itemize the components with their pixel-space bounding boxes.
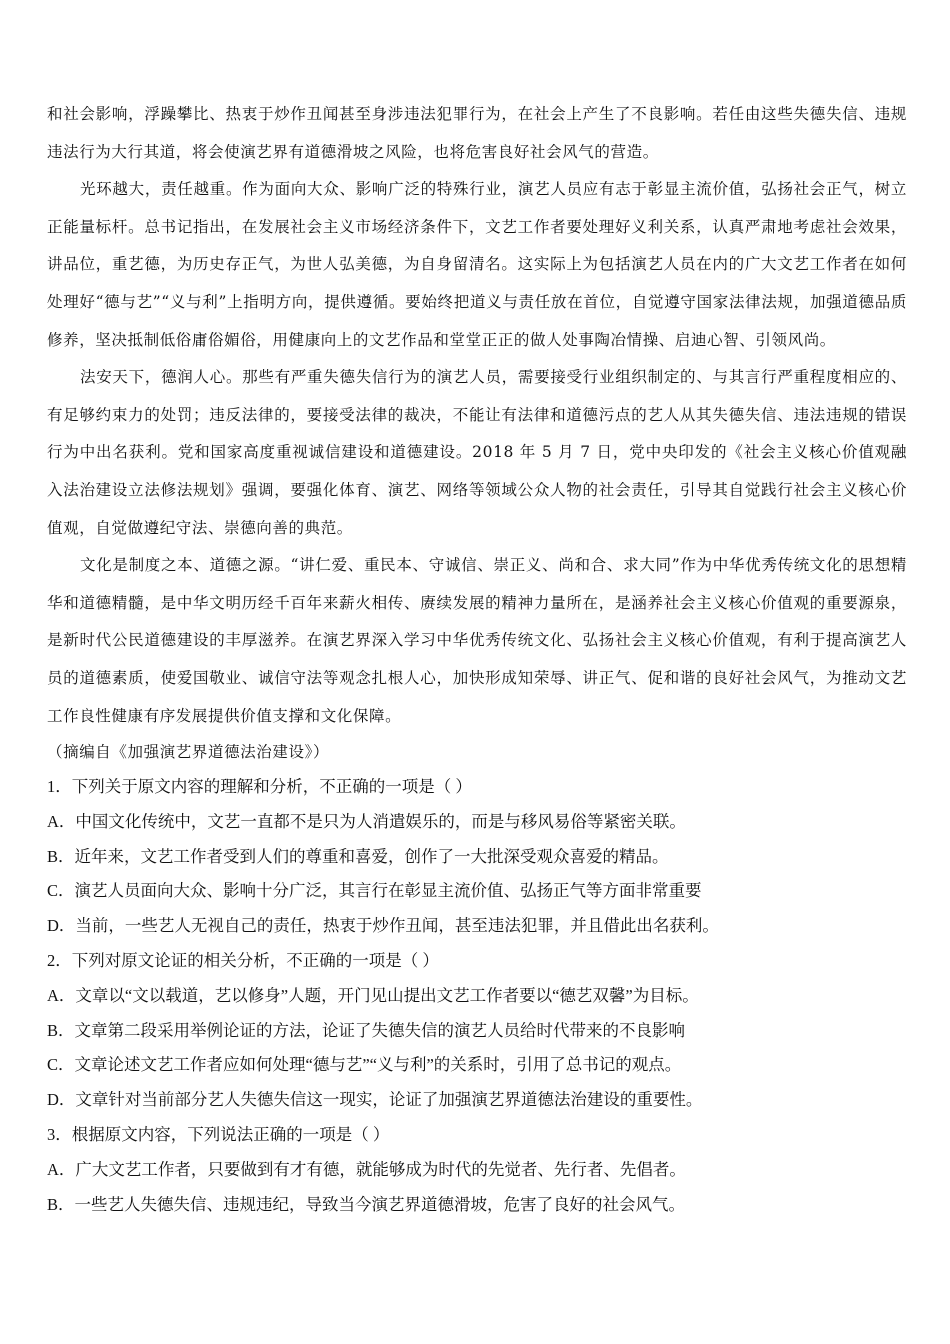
passage-source: （摘编自《加强演艺界道德法治建设》） bbox=[47, 743, 330, 762]
question-stem: 3．根据原文内容，下列说法正确的一项是（ ） bbox=[47, 1125, 390, 1145]
question-option-c: C．文章论述文艺工作者应如何处理“德与艺”“义与利”的关系时，引用了总书记的观点。 bbox=[47, 1055, 682, 1075]
question-option-d: D．文章针对当前部分艺人失德失信这一现实，论证了加强演艺界道德法治建设的重要性。 bbox=[47, 1090, 703, 1110]
question-option-a: A．广大文艺工作者，只要做到有才有德，就能够成为时代的先觉者、先行者、先倡者。 bbox=[47, 1159, 686, 1179]
passage-paragraph-3: 法安天下，德润人心。那些有严重失德失信行为的演艺人员，需要接受行业组织制定的、与其言行严重程度相应的、有足够约束力的处罚；违反法律的，要接受法律的裁决，不能让有法律和道德污点的艺人从其失德失信、违法违规的错误行为中出名获利。党和国家高度重视诚信建设和道德建设。2018 年 5 月 7 日，党中央印发的《社会主义核心价值观融入法治建设立法修法规划》强调，要强化体育、演艺、网络等领域公众人物的社会责任，引导其自觉践行社会主义核心价值观，自觉做遵纪守法、崇德向善的典范。 bbox=[47, 368, 907, 537]
question-stem: 1．下列关于原文内容的理解和分析，不正确的一项是（ ） bbox=[47, 777, 472, 797]
question-option-c: C．演艺人员面向大众、影响十分广泛，其言行在彰显主流价值、弘扬正气等方面非常重要 bbox=[47, 881, 702, 901]
question-option-a: A．中国文化传统中，文艺一直都不是只为人消遣娱乐的，而是与移风易俗等紧密关联。 bbox=[47, 811, 686, 831]
question-option-a: A．文章以“文以载道，艺以修身”人题，开门见山提出文艺工作者要以“德艺双馨”为目标。 bbox=[47, 985, 699, 1005]
passage-paragraph-4: 文化是制度之本、道德之源。“讲仁爱、重民本、守诚信、崇正义、尚和合、求大同”作为中华优秀传统文化的思想精华和道德精髓，是中华文明历经千百年来薪火相传、赓续发展的精神力量所在，是涵养社会主义核心价值观的重要源泉，是新时代公民道德建设的丰厚滋养。在演艺界深入学习中华优秀传统文化、弘扬社会主义核心价值观，有利于提高演艺人员的道德素质，使爱国敬业、诚信守法等观念扎根人心，加快形成知荣辱、讲正气、促和谐的良好社会风气，为推动文艺工作良性健康有序发展提供价值支撑和文化保障。 bbox=[47, 556, 907, 725]
document-page bbox=[47, 96, 907, 1222]
question-option-b: B．一些艺人失德失信、违规违纪，导致当今演艺界道德滑坡，危害了良好的社会风气。 bbox=[47, 1194, 686, 1214]
question-2 bbox=[47, 944, 907, 1118]
question-option-d: D．当前，一些艺人无视自己的责任，热衷于炒作丑闻，甚至违法犯罪，并且借此出名获利。 bbox=[47, 916, 719, 936]
question-3 bbox=[47, 1118, 907, 1222]
question-stem: 2．下列对原文论证的相关分析，不正确的一项是（ ） bbox=[47, 951, 439, 971]
passage-paragraph-1: 和社会影响，浮躁攀比、热衷于炒作丑闻甚至身涉违法犯罪行为，在社会上产生了不良影响。若任由这些失德失信、违规违法行为大行其道，将会使演艺界有道德滑坡之风险，也将危害良好社会风气的营造。 bbox=[47, 105, 907, 161]
question-1 bbox=[47, 770, 907, 944]
reading-passage bbox=[47, 96, 907, 770]
question-option-b: B．文章第二段采用举例论证的方法，论证了失德失信的演艺人员给时代带来的不良影响 bbox=[47, 1020, 686, 1040]
question-option-b: B．近年来，文艺工作者受到人们的尊重和喜爱，创作了一大批深受观众喜爱的精品。 bbox=[47, 846, 669, 866]
passage-paragraph-2: 光环越大，责任越重。作为面向大众、影响广泛的特殊行业，演艺人员应有志于彰显主流价值，弘扬社会正气，树立正能量标杆。总书记指出，在发展社会主义市场经济条件下，文艺工作者要处理好义利关系，认真严肃地考虑社会效果，讲品位，重艺德，为历史存正气，为世人弘美德，为自身留清名。这实际上为包括演艺人员在内的广大文艺工作者在如何处理好“德与艺”“义与利”上指明方向，提供遵循。要始终把道义与责任放在首位，自觉遵守国家法律法规，加强道德品质修养，坚决抵制低俗庸俗媚俗，用健康向上的文艺作品和堂堂正正的做人处事陶冶情操、启迪心智、引领风尚。 bbox=[47, 180, 907, 349]
question-list bbox=[47, 770, 907, 1222]
